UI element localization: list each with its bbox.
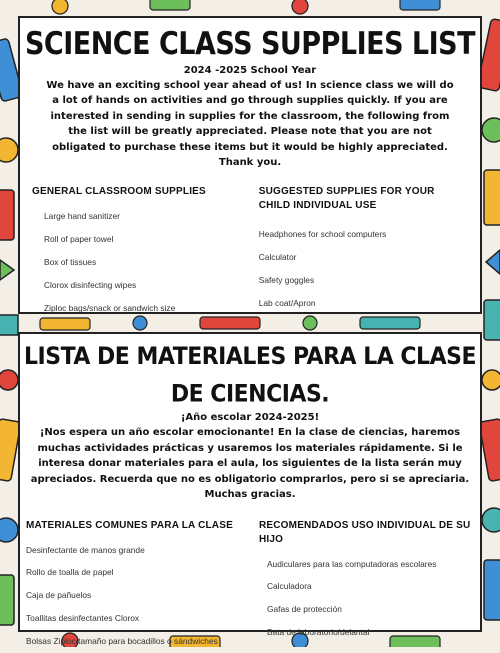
english-intro-text: We have an exciting school year ahead of us! In science class we will do a lot of hands on activities and go through supplies quickly. If you are interested in sending in supplies for the classroom, the following from the list will be greatly appreciated. Please note that you are not obligated to purchase these items but it would be highly appreciated. Thank you. [46, 79, 454, 169]
spanish-individual-heading: RECOMENDADOS USO INDIVIDUAL DE SU HIJO [258, 519, 471, 545]
english-supply-columns [20, 185, 480, 320]
list-item: Rollo de toalla de papel [26, 567, 114, 578]
list-item: Calculadora [266, 581, 312, 592]
english-individual-supplies [259, 185, 468, 320]
english-general-list [32, 205, 241, 320]
list-item: Desinfectante de manos grande [26, 544, 145, 555]
spanish-general-list [26, 539, 241, 653]
list-item: Bolsas Ziploc/tamaño para bocadillos o sándwiches [26, 635, 218, 646]
english-individual-list [259, 223, 468, 315]
list-item: Toallitas desinfectantes Clorox [26, 613, 140, 624]
english-school-year: 2024 -2025 School Year [183, 64, 317, 76]
list-item: Gafas de protección [266, 604, 342, 615]
spanish-individual-supplies [259, 519, 474, 653]
spanish-intro-text: ¡Nos espera un año escolar emocionante! En la clase de ciencias, haremos muchas actividades prácticas y usaremos los materiales rápidamente. Si le interesa donar materiales para el aula, los siguientes de la lista serán muy apreciados. Recuerda que no es obligatorio comprarlos, pero si se apreciaria. Muchas gracias. [30, 427, 470, 501]
spanish-supply-columns [20, 519, 480, 653]
spanish-general-supplies [26, 519, 241, 653]
list-item: Safety goggles [258, 274, 315, 285]
spanish-school-year: ¡Año escolar 2024-2025! [180, 412, 320, 424]
list-item: Clorox disinfecting wipes [44, 279, 137, 290]
list-item: Roll of paper towel [44, 233, 114, 244]
english-general-supplies [32, 185, 241, 320]
list-item: Calculator [258, 251, 297, 262]
english-individual-heading: SUGGESTED SUPPLIES FOR YOUR CHILD INDIVIDUAL USE [258, 185, 435, 211]
list-item: Ziploc bags/snack or sandwich size [44, 302, 176, 313]
english-title: SCIENCE CLASS SUPPLIES LIST [24, 26, 476, 63]
spanish-general-heading: MATERIALES COMUNES PARA LA CLASE [26, 519, 233, 531]
list-item: Lab coat/Apron [258, 297, 316, 308]
spanish-title: LISTA DE MATERIALES PARA LA CLASE DE CIENCIAS. [24, 342, 476, 408]
list-item: Audiculares para las computadoras escolares [266, 558, 437, 569]
list-item: Large hand sanitizer [44, 210, 120, 221]
list-item: Caja de pañuelos [26, 590, 92, 601]
spanish-supplies-panel [18, 332, 482, 646]
english-supplies-panel [18, 16, 482, 314]
spanish-individual-list [259, 553, 474, 644]
list-item: Bata de laboratorio/delantal [266, 627, 370, 638]
list-item: Headphones for school computers [258, 228, 387, 239]
list-item: Box of tissues [44, 256, 97, 267]
english-general-heading: GENERAL CLASSROOM SUPPLIES [32, 185, 206, 197]
